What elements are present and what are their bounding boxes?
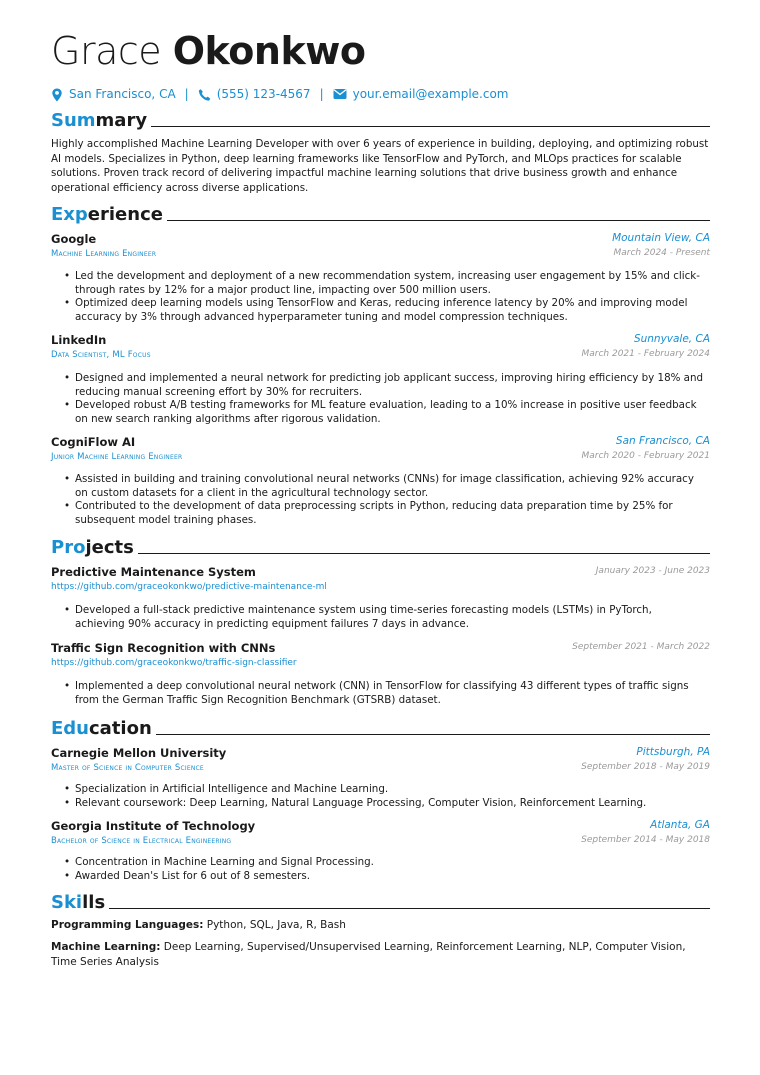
list-item: • Developed a full-stack predictive maintenance system using time-series forecasting models (LSTMs) in PyTorch, achieving 90% accuracy in predicting equipment failures 7 days in advance. bbox=[64, 604, 704, 631]
skill-label: Machine Learning: bbox=[51, 941, 161, 953]
summary-heading-accent: Sum bbox=[51, 110, 96, 131]
job-dates: March 2021 - February 2024 bbox=[581, 349, 710, 359]
section-divider bbox=[109, 908, 710, 909]
project-link[interactable]: https://github.com/graceokonkwo/predictive-maintenance-ml bbox=[51, 582, 327, 592]
summary-heading bbox=[51, 108, 710, 132]
job-role: Junior Machine Learning Engineer bbox=[51, 452, 183, 462]
school-dates: September 2018 - May 2019 bbox=[581, 762, 710, 772]
summary-text: Highly accomplished Machine Learning Developer with over 6 years of experience in building, deploying, and optimizing robust AI models. Specializes in Python, deep learning frameworks like TensorFlow and PyTorch, and MLOps practices for scalable solutions. Proven track record of delivering impactful machine learning solutions that drive business growth and enhance operational efficiency across diverse applications. bbox=[51, 138, 709, 194]
list-item: • Implemented a deep convolutional neural network (CNN) in TensorFlow for classifying 43 different types of traffic signs from the German Traffic Sign Recognition Benchmark (GTSRB) dataset. bbox=[64, 680, 704, 707]
project-bullets bbox=[64, 680, 704, 707]
skills-heading-rest: lls bbox=[82, 892, 106, 913]
location-text: San Francisco, CA bbox=[69, 87, 176, 101]
experience-heading-accent: Exp bbox=[51, 204, 88, 225]
list-item: • Concentration in Machine Learning and Signal Processing. bbox=[64, 856, 704, 870]
project-name: Traffic Sign Recognition with CNNs bbox=[51, 641, 276, 655]
education-heading bbox=[51, 716, 710, 740]
skill-value: Deep Learning, Supervised/Unsupervised Learning, Reinforcement Learning, NLP, Computer Vision, Time Series Analysis bbox=[51, 941, 686, 968]
contact-line bbox=[51, 85, 509, 103]
job-location: San Francisco, CA bbox=[615, 435, 710, 447]
project-dates: January 2023 - June 2023 bbox=[595, 566, 710, 576]
list-item: • Designed and implemented a neural network for predicting job applicant success, improving hiring efficiency by 18% and reducing manual screening effort by 30% for recruiters. bbox=[64, 372, 704, 399]
school-location: Pittsburgh, PA bbox=[636, 746, 710, 758]
project-link[interactable]: https://github.com/graceokonkwo/traffic-sign-classifier bbox=[51, 658, 297, 668]
list-item: • Optimized deep learning models using TensorFlow and Keras, reducing inference latency by 20% and improving model accuracy by 3% through advanced hyperparameter tuning and model compression techniques. bbox=[64, 297, 704, 324]
school-name: Georgia Institute of Technology bbox=[51, 819, 256, 833]
company-name: Google bbox=[51, 232, 97, 246]
projects-heading bbox=[51, 535, 710, 559]
section-divider bbox=[156, 734, 710, 735]
list-item: • Awarded Dean's List for 6 out of 8 semesters. bbox=[64, 870, 704, 884]
company-name: LinkedIn bbox=[51, 333, 107, 347]
education-bullets bbox=[64, 783, 704, 810]
list-item: • Specialization in Artificial Intelligence and Machine Learning. bbox=[64, 783, 704, 797]
projects-heading-rest: jects bbox=[85, 537, 134, 558]
section-divider bbox=[138, 553, 710, 554]
degree-name: Master of Science in Computer Science bbox=[51, 763, 204, 773]
education-heading-accent: Edu bbox=[51, 718, 89, 739]
skills-heading-accent: Ski bbox=[51, 892, 83, 913]
job-bullets bbox=[64, 270, 704, 324]
job-role: Data Scientist, ML Focus bbox=[51, 350, 151, 360]
list-item: • Led the development and deployment of a new recommendation system, increasing user engagement by 15% and click-through rates by 12% for a major product line, impacting over 500 million users. bbox=[64, 270, 704, 297]
degree-name: Bachelor of Science in Electrical Engineering bbox=[51, 836, 232, 846]
project-dates: September 2021 - March 2022 bbox=[572, 642, 710, 652]
list-item: • Assisted in building and training convolutional neural networks (CNNs) for image classification, achieving 92% accuracy on custom datasets for a client in the agricultural technology sector. bbox=[64, 473, 704, 500]
candidate-name bbox=[51, 28, 365, 74]
skills-heading bbox=[51, 890, 710, 914]
experience-heading-rest: erience bbox=[87, 204, 163, 225]
list-item: • Developed robust A/B testing frameworks for ML feature evaluation, leading to a 10% increase in positive user feedback on new search ranking algorithms after rigorous validation. bbox=[64, 399, 704, 426]
map-marker-icon bbox=[51, 88, 63, 102]
projects-heading-accent: Pro bbox=[51, 537, 86, 558]
education-heading-rest: cation bbox=[89, 718, 152, 739]
job-bullets bbox=[64, 473, 704, 527]
summary-heading-rest: mary bbox=[95, 110, 148, 131]
last-name: Okonkwo bbox=[172, 29, 366, 73]
job-role: Machine Learning Engineer bbox=[51, 249, 157, 259]
skill-row-machine-learning bbox=[51, 940, 710, 969]
experience-heading bbox=[51, 202, 710, 226]
email-link[interactable]: your.email@example.com bbox=[352, 87, 509, 101]
contact-separator: | bbox=[319, 87, 324, 101]
job-location: Sunnyvale, CA bbox=[633, 333, 710, 345]
first-name: Grace bbox=[51, 29, 162, 73]
section-divider bbox=[151, 126, 710, 127]
skill-row-programming bbox=[51, 918, 710, 933]
school-location: Atlanta, GA bbox=[650, 819, 710, 831]
skill-label: Programming Languages: bbox=[51, 919, 204, 931]
job-dates: March 2024 - Present bbox=[613, 248, 710, 258]
project-bullets bbox=[64, 604, 704, 631]
job-location: Mountain View, CA bbox=[612, 232, 710, 244]
job-dates: March 2020 - February 2021 bbox=[581, 451, 710, 461]
contact-separator: | bbox=[184, 87, 189, 101]
list-item: • Relevant coursework: Deep Learning, Natural Language Processing, Computer Vision, Reinforcement Learning. bbox=[64, 797, 704, 811]
job-bullets bbox=[64, 372, 704, 426]
school-dates: September 2014 - May 2018 bbox=[581, 835, 710, 845]
project-name: Predictive Maintenance System bbox=[51, 565, 256, 579]
company-name: CogniFlow AI bbox=[51, 435, 136, 449]
skill-value: Python, SQL, Java, R, Bash bbox=[206, 919, 346, 931]
phone-link[interactable]: (555) 123-4567 bbox=[216, 87, 311, 101]
section-divider bbox=[167, 220, 710, 221]
school-name: Carnegie Mellon University bbox=[51, 746, 227, 760]
envelope-icon bbox=[333, 88, 347, 100]
list-item: • Contributed to the development of data preprocessing scripts in Python, reducing data preparation time by 25% for subsequent model training phases. bbox=[64, 500, 704, 527]
phone-icon bbox=[198, 88, 211, 102]
education-bullets bbox=[64, 856, 704, 883]
